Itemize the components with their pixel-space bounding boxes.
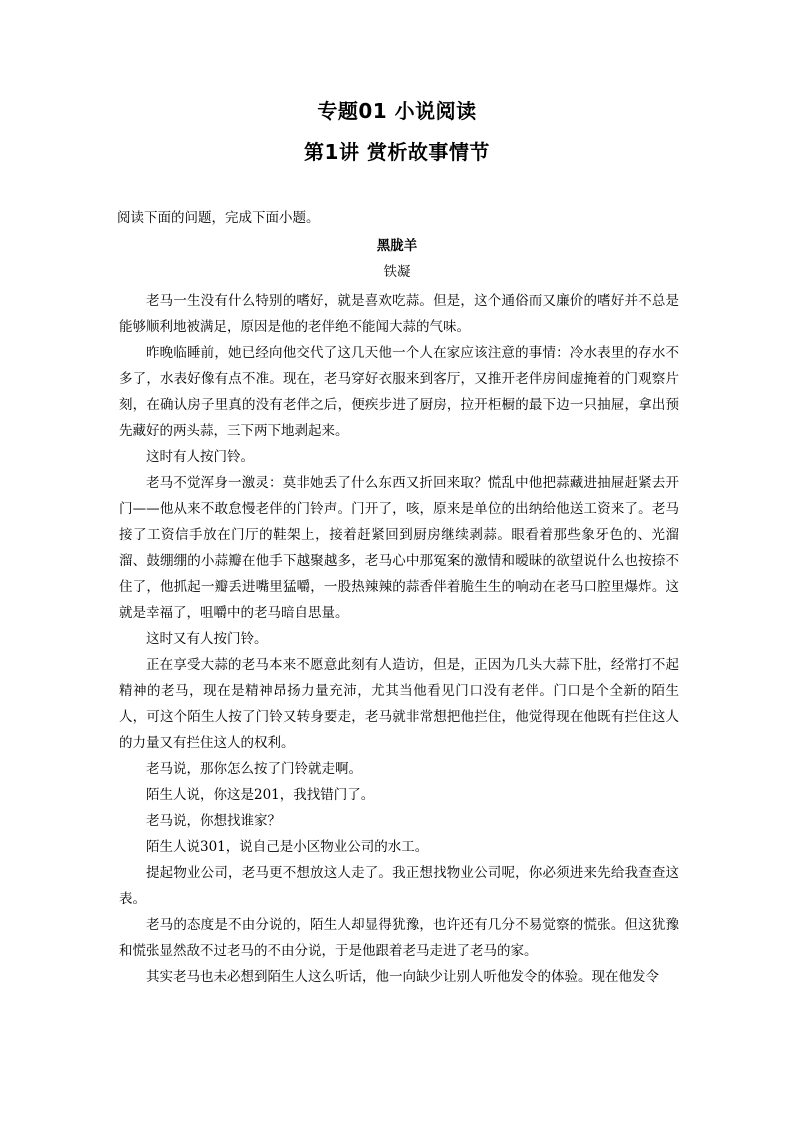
story-paragraph: 老马一生没有什么特别的嗜好，就是喜欢吃蒜。但是，这个通俗而又廉价的嗜好并不总是能够顺利地被满足，原因是他的老伴绝不能闻大蒜的气味。 [119,293,679,335]
document-title: 专题01 小说阅读 [317,99,477,123]
story-title: 黑胧羊 [376,238,418,254]
story-paragraph: 其实老马也未必想到陌生人这么听话，他一向缺少让别人听他发令的体验。现在他发令 [146,969,659,985]
story-paragraph: 陌生人说，你这是201，我找错门了。 [146,787,375,803]
story-paragraph: 老马说，那你怎么按了门铃就走啊。 [146,761,362,777]
reading-instruction: 阅读下面的问题，完成下面小题。 [117,210,320,226]
lecture-title: 第1讲 赏析故事情节 [304,140,490,164]
story-paragraph: 这时又有人按门铃。 [146,631,268,647]
story-paragraph: 这时有人按门铃。 [146,449,254,465]
story-paragraph: 老马不觉浑身一激灵：莫非她丢了什么东西又折回来取？慌乱中他把蒜藏进抽屉赶紧去开门——他从来不敢怠慢老伴的门铃声。门开了，咳，原来是单位的出纳给他送工资来了。老马接了工资信手放在门厅的鞋架上，接着赶紧回到厨房继续剥蒜。眼看着那些象牙色的、光溜溜、鼓绷绷的小蒜瓣在他手下越聚越多，老马心中那冤案的激情和暧昧的欲望说什么也按捺不住了，他抓起一瓣丢进嘴里猛嚼，一股热辣辣的蒜香伴着脆生生的响动在老马口腔里爆炸。这就是幸福了，咀嚼中的老马暗自思量。 [119,475,679,621]
story-paragraph: 陌生人说301，说自己是小区物业公司的水工。 [146,839,429,855]
story-body [119,288,679,990]
story-paragraph: 昨晚临睡前，她已经向他交代了这几天他一个人在家应该注意的事情：冷水表里的存水不多了，水表好像有点不准。现在，老马穿好衣服来到客厅，又推开老伴房间虚掩着的门观察片刻，在确认房子里真的没有老伴之后，便疾步进了厨房，拉开柜橱的最下边一只抽屉，拿出预先藏好的两头蒜，三下两下地剥起来。 [119,345,679,439]
story-author: 铁凝 [383,264,411,280]
story-paragraph: 老马说，你想找谁家？ [146,813,281,829]
story-paragraph: 老马的态度是不由分说的，陌生人却显得犹豫，也许还有几分不易觉察的慌张。但这犹豫和慌张显然敌不过老马的不由分说，于是他跟着老马走进了老马的家。 [119,917,679,959]
story-paragraph: 正在享受大蒜的老马本来不愿意此刻有人造访，但是，正因为几头大蒜下肚，经常打不起精神的老马，现在是精神昂扬力量充沛，尤其当他看见门口没有老伴。门口是个全新的陌生人，可这个陌生人按了门铃又转身要走，老马就非常想把他拦住，他觉得现在他既有拦住这人的力量又有拦住这人的权利。 [119,657,679,751]
story-paragraph: 提起物业公司，老马更不想放这人走了。我正想找物业公司呢，你必须进来先给我查查这表。 [119,865,679,907]
